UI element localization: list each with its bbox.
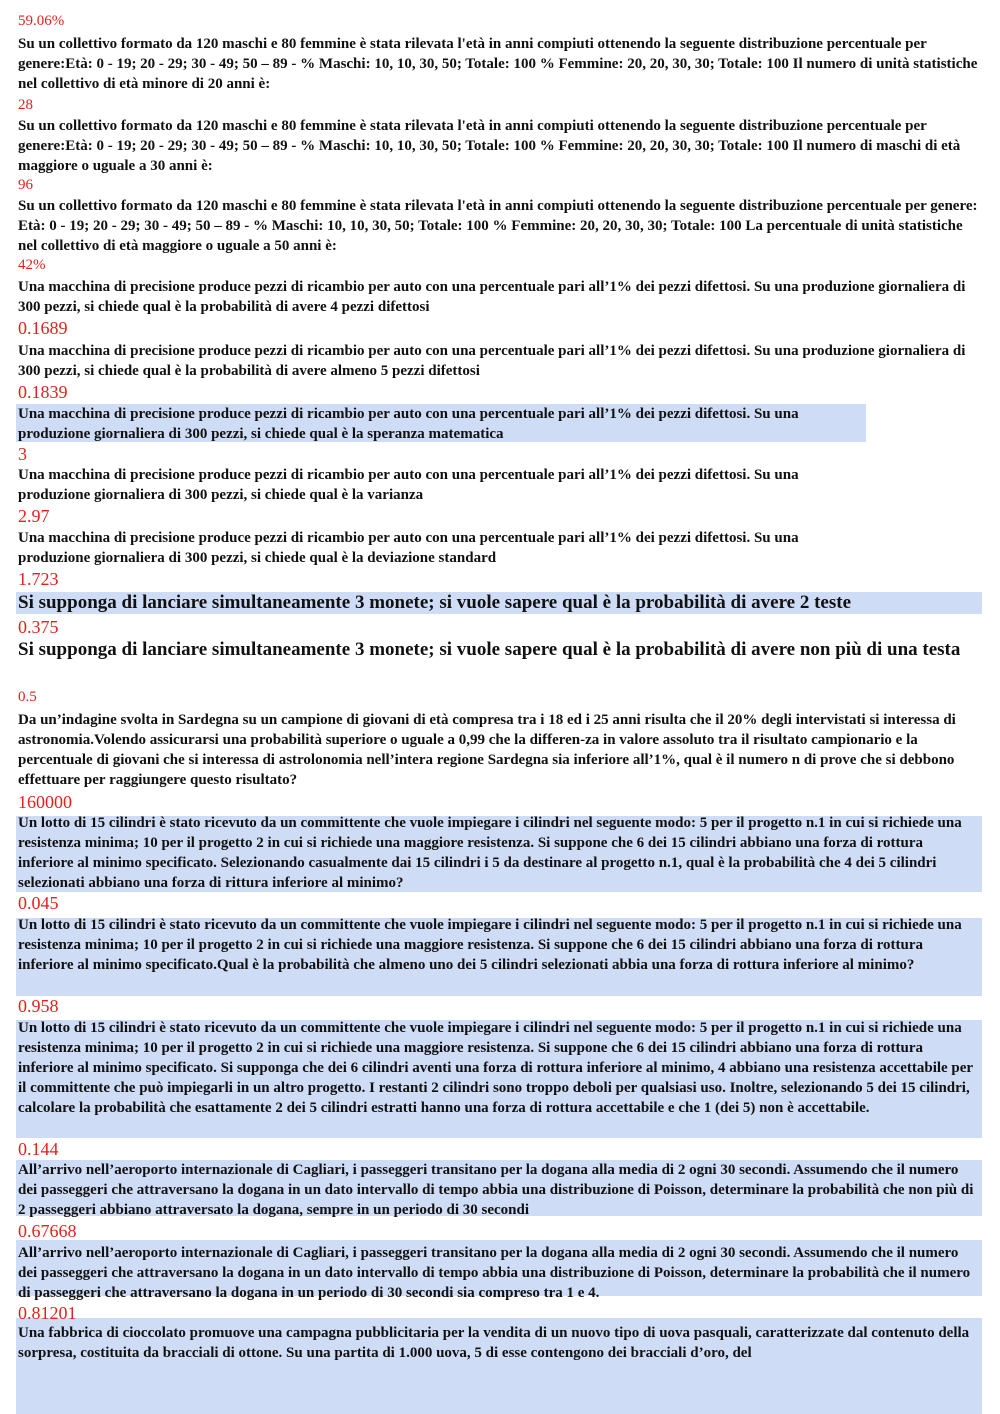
answer-text: 0.375 <box>18 617 59 637</box>
answer-text: 2.97 <box>18 506 50 526</box>
answer-text: 96 <box>18 177 33 193</box>
answer-text: 59.06% <box>18 13 65 29</box>
question-text: Una macchina di precisione produce pezzi di ricambio per auto con una percentuale pari all’1% dei pezzi difettosi. Su una produzione giornaliera di 300 pezzi, si chiede qual è la probabilità di avere 4 pezzi difettosi <box>18 279 966 315</box>
question-text: Su un collettivo formato da 120 maschi e 80 femmine è stata rilevata l'età in anni compiuti ottenendo la seguente distribuzione percentuale per genere:Età: 0 - 19; 20 - 29; 30 - 49; 50 – 89 - % Maschi: 10, 10, 30, 50; Totale: 100 % Femmine: 20, 20, 30, 30; Totale: 100 Il numero di maschi di età maggiore o uguale a 30 anni è: <box>18 118 961 174</box>
answer-text: 28 <box>18 97 33 113</box>
answer-text: 0.958 <box>18 996 59 1016</box>
question-text: Una macchina di precisione produce pezzi di ricambio per auto con una percentuale pari all’1% dei pezzi difettosi. Su una produzione giornaliera di 300 pezzi, si chiede qual è la deviazione standard <box>18 530 799 566</box>
answer-text: 160000 <box>18 792 72 812</box>
answer-text: 42% <box>18 257 46 273</box>
question-text: All’arrivo nell’aeroporto internazionale di Cagliari, i passeggeri transitano per la dogana alla media di 2 ogni 30 secondi. Assumendo che il numero dei passeggeri che attraversano la dogana in un dato intervallo di tempo abbia una distribuzione di Poisson, determinare la probabilità che non più di 2 passeggeri abbiano attraversato la dogana, sempre in un periodo di 30 secondi <box>18 1162 974 1218</box>
question-text: Una macchina di precisione produce pezzi di ricambio per auto con una percentuale pari all’1% dei pezzi difettosi. Su una produzione giornaliera di 300 pezzi, si chiede qual è la probabilità di avere almeno 5 pezzi difettosi <box>18 343 966 379</box>
question-text: Da un’indagine svolta in Sardegna su un campione di giovani di età compresa tra i 18 ed i 25 anni risulta che il 20% degli intervistati si interessa di astronomia.Volendo assicurarsi una probabilità superiore o uguale a 0,99 che la differen-za in valore assoluto tra il risultato campionario e la percentuale di giovani che si interessa di astrolonomia nell’intera regione Sardegna sia inferiore all’1%, qual è il numero n di prove che si debbono effettuare per raggiungere questo risultato? <box>18 712 956 788</box>
question-text: Un lotto di 15 cilindri è stato ricevuto da un committente che vuole impiegare i cilindri nel seguente modo: 5 per il progetto n.1 in cui si richiede una resistenza minima; 10 per il progetto 2 in cui si richiede una maggiore resistenza. Si suppone che 6 dei 15 cilindri abbiano una forza di rottura inferiore al minimo specificato. Selezionando casualmente dai 15 cilindri i 5 da destinare al progetto n.1, qual è la probabilità che 4 dei 5 cilindri selezionati abbiano una forza di rittura inferiore al minimo? <box>18 815 962 891</box>
question-text: Un lotto di 15 cilindri è stato ricevuto da un committente che vuole impiegare i cilindri nel seguente modo: 5 per il progetto n.1 in cui si richiede una resistenza minima; 10 per il progetto 2 in cui si richiede una maggiore resistenza. Si suppone che 6 dei 15 cilindri abbiano una forza di rottura inferiore al minimo specificato.Qual è la probabilità che almeno uno dei 5 cilindri selezionati abbia una forza di rottura inferiore al minimo? <box>18 917 962 973</box>
question-text: Una fabbrica di cioccolato promuove una campagna pubblicitaria per la vendita di un nuovo tipo di uova pasquali, caratterizzate dal contenuto della sorpresa, costituita da bracciali di ottone. Su una partita di 1.000 uova, 5 di esse contengono dei bracciali d’oro, del <box>18 1325 970 1361</box>
question-text: Si supponga di lanciare simultaneamente 3 monete; si vuole sapere qual è la probabilità di avere non più di una testa <box>18 639 961 660</box>
question-text: Una macchina di precisione produce pezzi di ricambio per auto con una percentuale pari all’1% dei pezzi difettosi. Su una produzione giornaliera di 300 pezzi, si chiede qual è la varianza <box>18 467 799 503</box>
question-text: Un lotto di 15 cilindri è stato ricevuto da un committente che vuole impiegare i cilindri nel seguente modo: 5 per il progetto n.1 in cui si richiede una resistenza minima; 10 per il progetto 2 in cui si richiede una maggiore resistenza. Si suppone che 6 dei 15 cilindri abbiano una forza di rottura inferiore al minimo specificato. Si supponga che dei 6 cilindri aventi una forza di rottura inferiore al minimo, 4 abbiano una resistenza accettabile per il committente che può impiegarli in un altro progetto. I restanti 2 cilindri sono troppo deboli per qualsiasi uso. Inoltre, selezionando 5 dei 15 cilindri, calcolare la probabilità che esattamente 2 dei 5 cilindri estratti hanno una forza di rottura accettabile e che 1 (dei 5) non è accettabile. <box>18 1020 973 1116</box>
question-text: Su un collettivo formato da 120 maschi e 80 femmine è stata rilevata l'età in anni compiuti ottenendo la seguente distribuzione percentuale per genere:Età: 0 - 19; 20 - 29; 30 - 49; 50 – 89 - % Maschi: 10, 10, 30, 50; Totale: 100 % Femmine: 20, 20, 30, 30; Totale: 100 Il numero di unità statistiche nel collettivo di età minore di 20 anni è: <box>18 36 978 92</box>
answer-text: 0.1689 <box>18 318 68 338</box>
answer-text: 1.723 <box>18 569 59 589</box>
answer-text: 0.81201 <box>18 1303 77 1323</box>
question-text: All’arrivo nell’aeroporto internazionale di Cagliari, i passeggeri transitano per la dogana alla media di 2 ogni 30 secondi. Assumendo che il numero dei passeggeri che attraversano la dogana in un dato intervallo di tempo abbia una distribuzione di Poisson, determinare la probabilità che il numero di passeggeri che attraversano la dogana in un periodo di 30 secondi sia compreso tra 1 e 4. <box>18 1245 971 1301</box>
answer-text: 0.67668 <box>18 1221 77 1241</box>
question-text: Una macchina di precisione produce pezzi di ricambio per auto con una percentuale pari all’1% dei pezzi difettosi. Su una produzione giornaliera di 300 pezzi, si chiede qual è la speranza matematica <box>18 406 799 442</box>
answer-text: 0.1839 <box>18 382 68 402</box>
question-text: Su un collettivo formato da 120 maschi e 80 femmine è stata rilevata l'età in anni compiuti ottenendo la seguente distribuzione percentuale per genere: Età: 0 - 19; 20 - 29; 30 - 49; 50 – 89 - % Maschi: 10, 10, 30, 50; Totale: 100 % Femmine: 20, 20, 30, 30; Totale: 100 La percentuale di unità statistiche nel collettivo di età maggiore o uguale a 50 anni è: <box>18 198 978 254</box>
answer-text: 0.045 <box>18 893 59 913</box>
answer-text: 3 <box>18 444 27 464</box>
answer-text: 0.5 <box>18 689 37 705</box>
question-text: Si supponga di lanciare simultaneamente 3 monete; si vuole sapere qual è la probabilità di avere 2 teste <box>18 592 852 613</box>
answer-text: 0.144 <box>18 1139 59 1159</box>
